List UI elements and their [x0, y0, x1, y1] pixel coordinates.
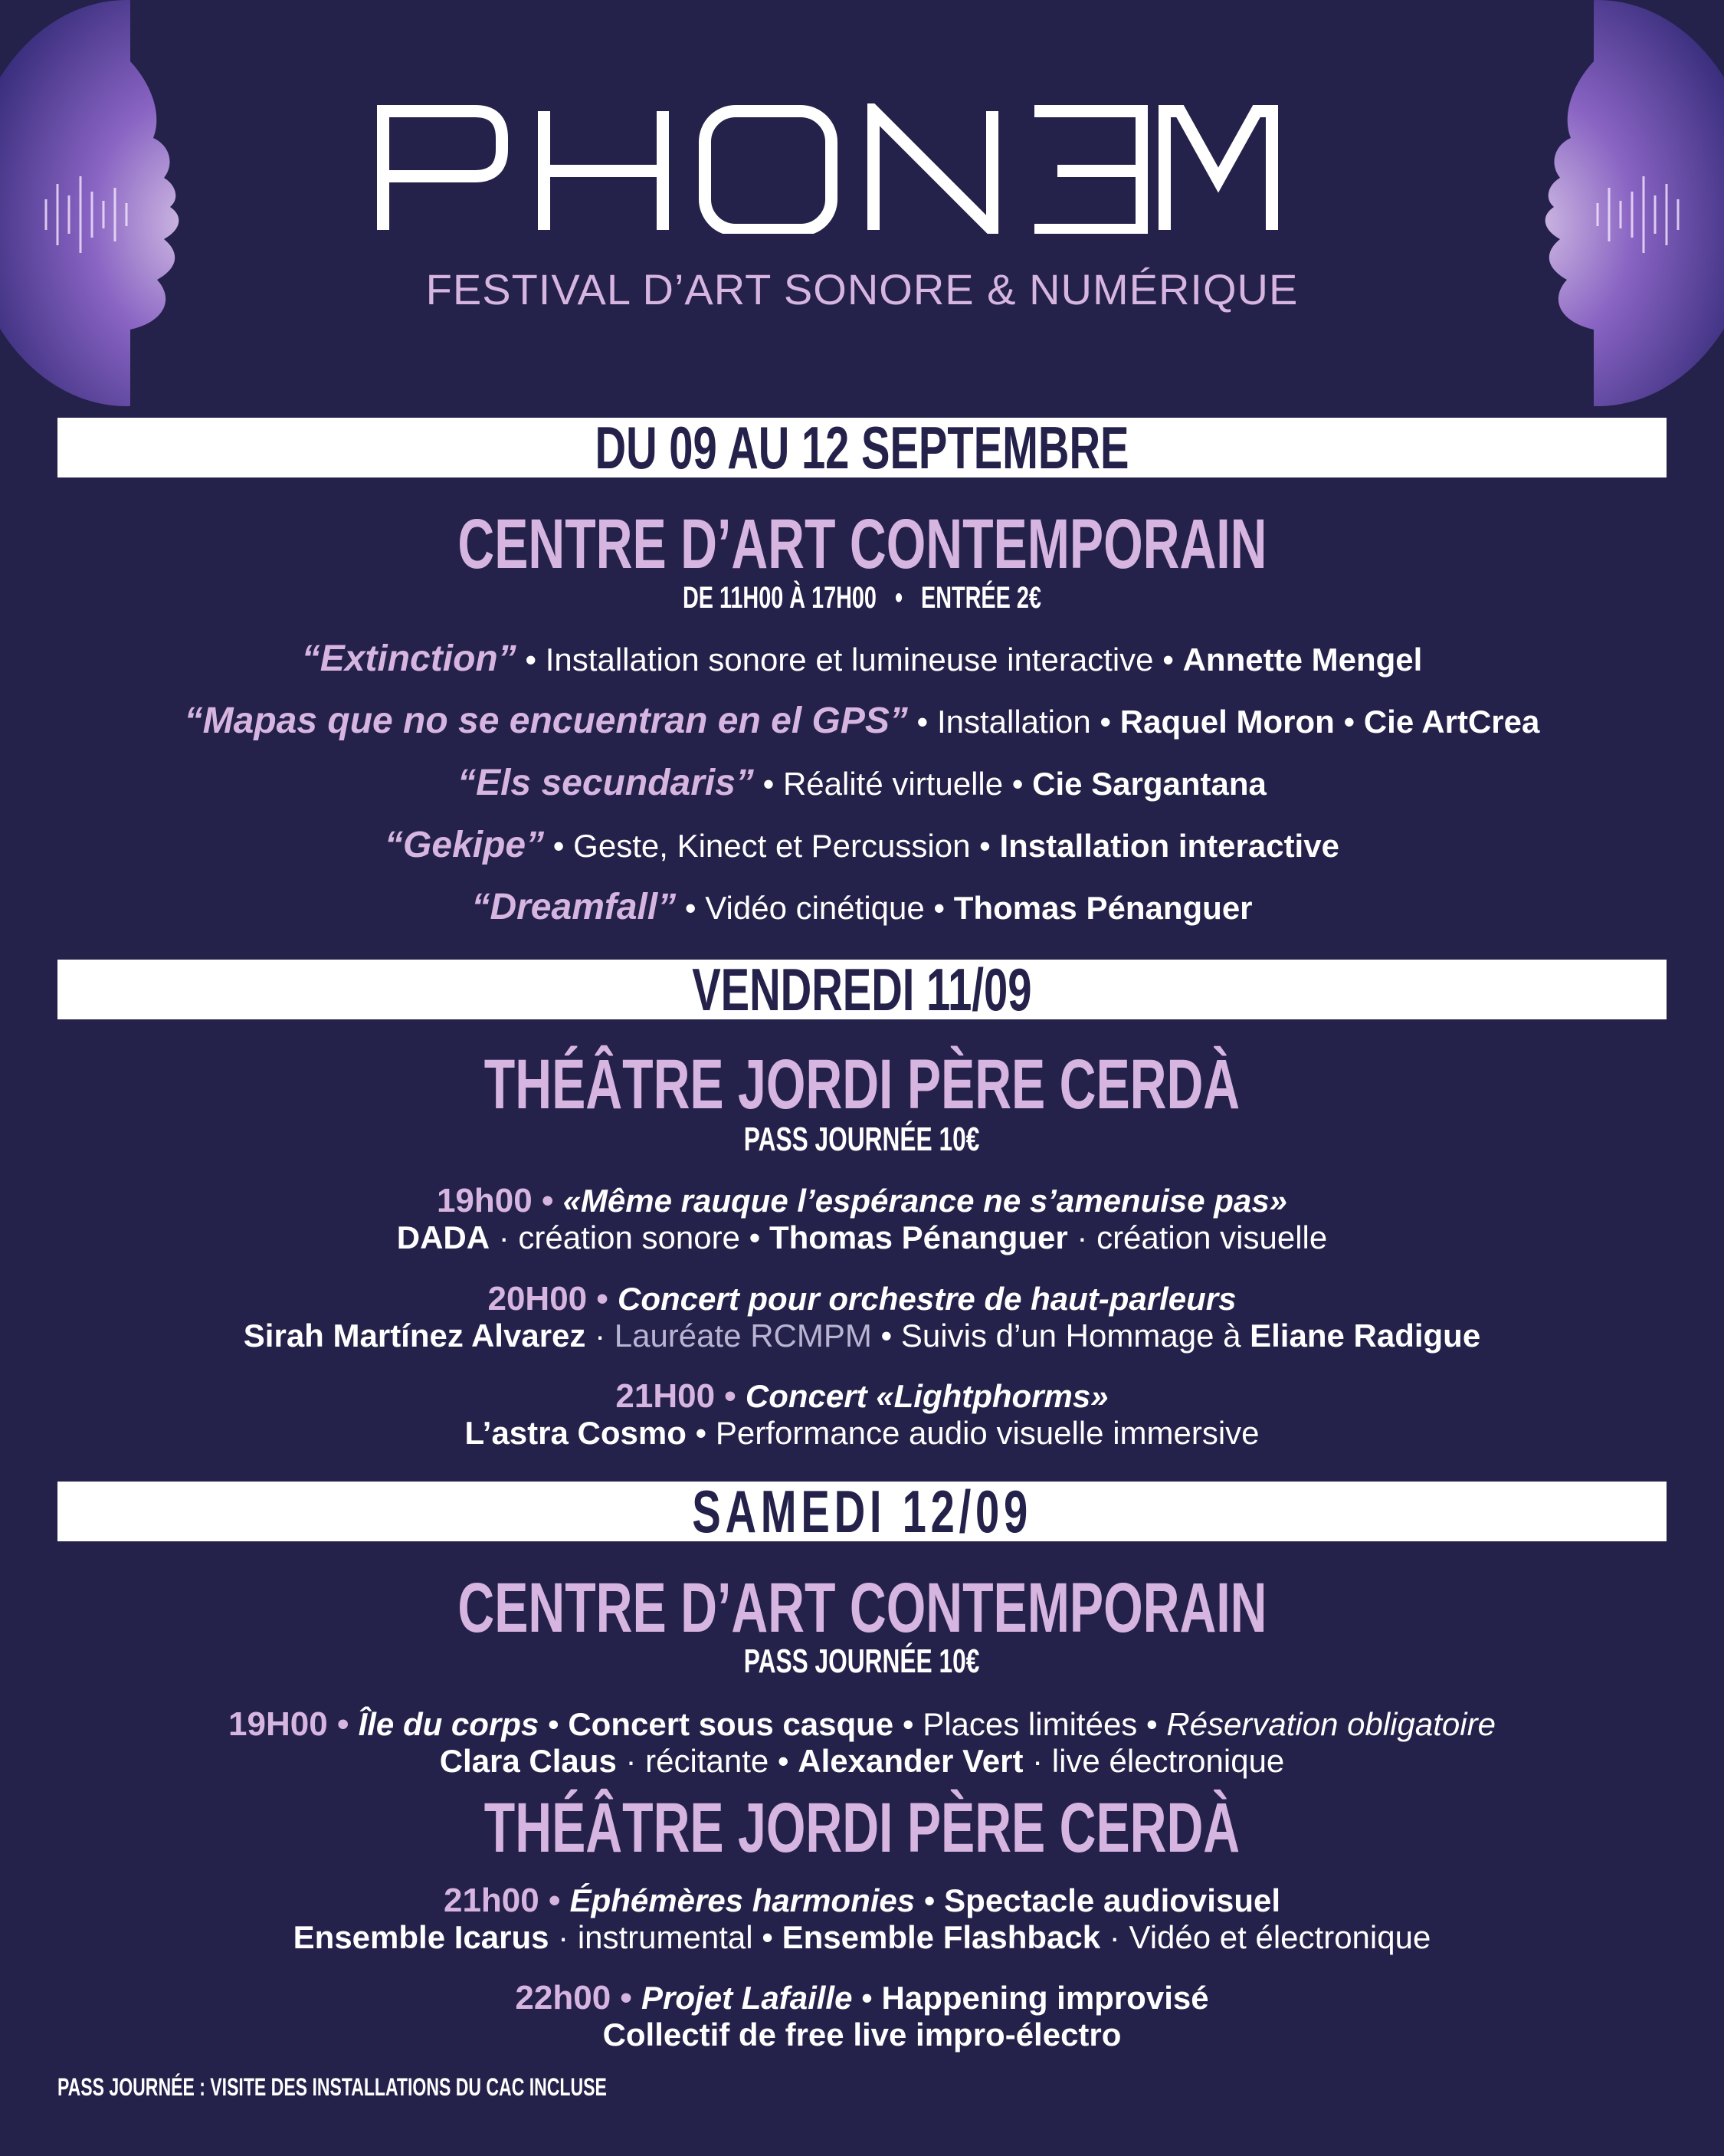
festival-logo [0, 103, 1724, 238]
period-hours: DE 11H00 À 17H00 [683, 581, 877, 615]
friday-pass [0, 1121, 1724, 1159]
installation-item: “Extinction” • Installation sonore et lumineuse interactive • Annette Mengel [301, 638, 1423, 679]
period-entry: ENTRÉE 2€ [921, 581, 1041, 615]
friday-banner-label: VENDREDI 11/09 [692, 960, 1032, 1019]
event-credits-line: Sirah Martínez Alvarez · Lauréate RCMPM • Suivis d’un Hommage à Eliane Radigue [243, 1318, 1481, 1354]
friday-pass-label: PASS JOURNÉE 10€ [744, 1121, 980, 1158]
event-title-line: 21h00 • Éphémères harmonies • Spectacle audiovisuel [443, 1882, 1281, 1919]
friday-venue [0, 1046, 1724, 1123]
event-title-line: 19H00 • Île du corps • Concert sous casque • Places limitées • Réservation obligatoire [228, 1705, 1496, 1743]
event-credits-line: L’astra Cosmo • Performance audio visuelle immersive [464, 1415, 1260, 1451]
saturday-venue-2-label: THÉÂTRE JORDI PÈRE CERDÀ [483, 1789, 1241, 1867]
event-credits-line: Ensemble Icarus · instrumental • Ensemble Flashback · Vidéo et électronique [293, 1919, 1431, 1955]
period-venue [0, 506, 1724, 582]
footnote [57, 2073, 821, 2104]
event-title-line: 19h00 • «Même rauque l’espérance ne s’amenuise pas» [436, 1182, 1288, 1219]
event-title-line: 21H00 • Concert «Lightphorms» [615, 1377, 1109, 1415]
installation-item: “Mapas que no se encuentran en el GPS” • Installation • Raquel Moron • Cie ArtCrea [184, 701, 1540, 741]
festival-tagline: FESTIVAL D’ART SONORE & NUMÉRIQUE [425, 265, 1299, 313]
friday-banner [57, 960, 1667, 1019]
saturday-banner [57, 1482, 1667, 1541]
saturday-venue-1 [0, 1570, 1724, 1646]
saturday-venue-2 [0, 1790, 1724, 1866]
period-banner [57, 418, 1667, 477]
phoneme-logotype [375, 103, 1349, 234]
period-venue-label: CENTRE D’ART CONTEMPORAIN [457, 505, 1267, 583]
period-banner-label: DU 09 AU 12 SEPTEMBRE [595, 418, 1129, 477]
saturday-pass [0, 1642, 1724, 1681]
saturday-banner-label: SAMEDI 12/09 [692, 1482, 1032, 1541]
event-credits-line: Collectif de free live impro-électro [602, 2017, 1122, 2053]
friday-venue-label: THÉÂTRE JORDI PÈRE CERDÀ [483, 1045, 1241, 1124]
event-credits-line: Clara Claus · récitante • Alexander Vert · live électronique [439, 1743, 1285, 1779]
event-title-line: 20H00 • Concert pour orchestre de haut-parleurs [487, 1280, 1237, 1318]
saturday-pass-label: PASS JOURNÉE 10€ [744, 1642, 980, 1680]
footnote-text: PASS JOURNÉE : VISITE DES INSTALLATIONS DU CAC INCLUSE [57, 2073, 607, 2101]
event-credits-line: DADA · création sonore • Thomas Pénanguer · création visuelle [396, 1219, 1328, 1255]
period-hours-entry: DE 11H00 À 17H00 • ENTRÉE 2€ [683, 581, 1041, 615]
installation-item: “Els secundaris” • Réalité virtuelle • Cie Sargantana [457, 763, 1267, 803]
event-title-line: 22h00 • Projet Lafaille • Happening improvisé [515, 1979, 1209, 2017]
saturday-venue-1-label: CENTRE D’ART CONTEMPORAIN [457, 1569, 1267, 1647]
installation-item: “Dreamfall” • Vidéo cinétique • Thomas Pénanguer [471, 887, 1253, 927]
installation-item: “Gekipe” • Geste, Kinect et Percussion • Installation interactive [385, 825, 1339, 865]
